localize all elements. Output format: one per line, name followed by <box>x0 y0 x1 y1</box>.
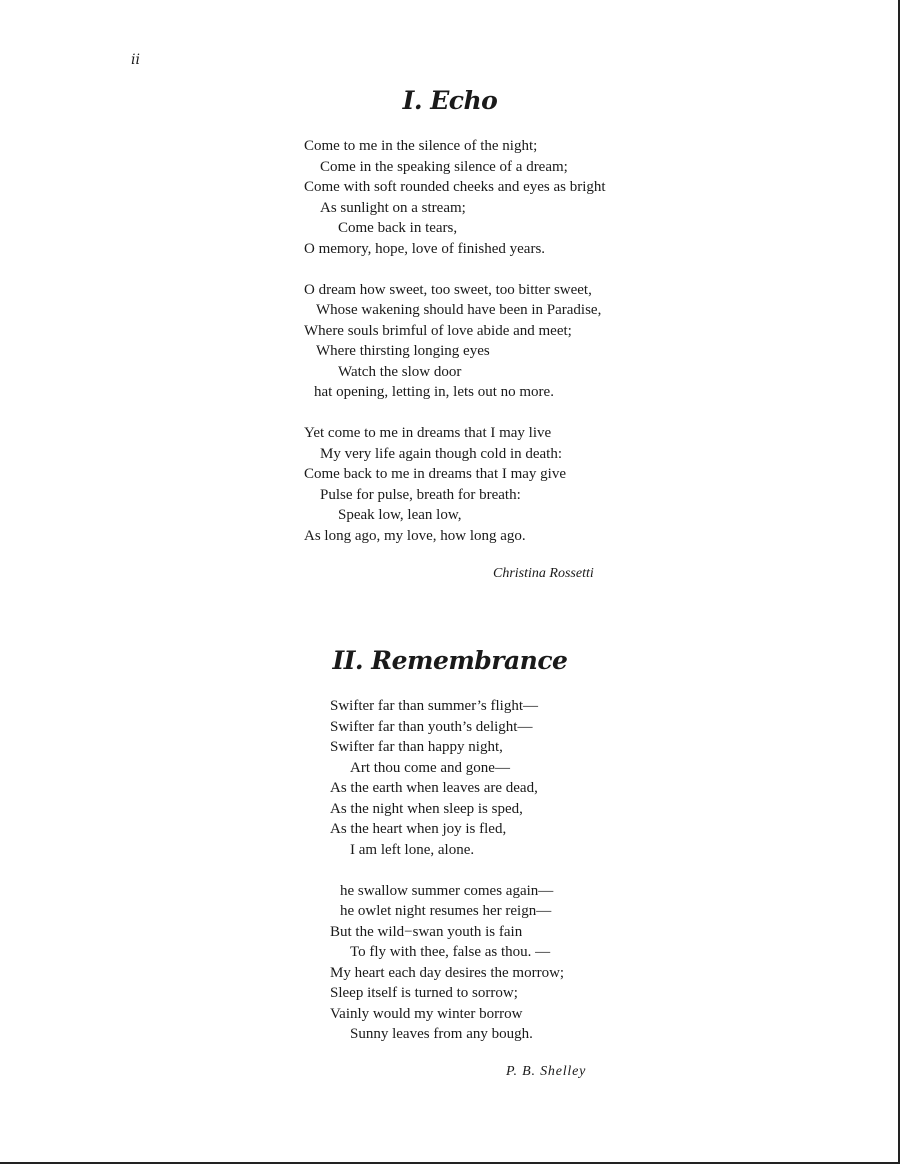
poem-line: As the night when sleep is sped, <box>330 800 523 817</box>
poem-body-remembrance <box>330 696 564 1045</box>
poem-line: Where souls brimful of love abide and meet; <box>304 322 572 339</box>
poem-title-remembrance: II. Remembrance <box>332 646 568 675</box>
poem-line: Yet come to me in dreams that I may live <box>304 425 552 441</box>
poem-line: Pulse for pulse, breath for breath: <box>320 486 521 503</box>
stanza <box>304 280 606 403</box>
poem-title-echo: I. Echo <box>402 86 498 115</box>
poem-line: As sunlight on a stream; <box>320 199 466 216</box>
poem-line: Come in the speaking silence of a dream; <box>320 158 568 175</box>
stanza <box>304 423 606 546</box>
poem-line: My heart each day desires the morrow; <box>330 964 565 981</box>
page-number: ii <box>131 52 140 68</box>
poem-line: Vainly would my winter borrow <box>330 1005 523 1022</box>
poem-line: Where thirsting longing eyes <box>316 343 490 359</box>
poem-line: As the earth when leaves are dead, <box>330 780 538 796</box>
poem-line: Sleep itself is turned to sorrow; <box>330 985 518 1001</box>
poem-line: hat opening, letting in, lets out no more. <box>314 384 554 400</box>
poem-line: My very life again though cold in death: <box>320 445 563 462</box>
poem-line: But the wild−swan youth is fain <box>330 923 523 940</box>
poem-line: Swifter far than youth’s delight— <box>330 718 533 735</box>
poem-line: Whose wakening should have been in Paradise, <box>316 302 602 318</box>
stanza <box>330 696 564 860</box>
attribution-rossetti: Christina Rossetti <box>493 566 594 581</box>
stanza <box>330 881 564 1045</box>
poem-line: he swallow summer comes again— <box>340 882 554 899</box>
poem-line: Swifter far than summer’s flight— <box>330 698 539 714</box>
poem-line: Come to me in the silence of the night; <box>304 138 538 154</box>
attribution-shelley: P. B. Shelley <box>506 1064 587 1079</box>
stanza <box>304 136 606 259</box>
poem-line: Art thou come and gone— <box>350 759 510 776</box>
poem-line: Sunny leaves from any bough. <box>350 1026 533 1042</box>
poem-line: Come back to me in dreams that I may give <box>304 466 567 482</box>
poem-line: O dream how sweet, too sweet, too bitter sweet, <box>304 281 592 298</box>
poem-line: As long ago, my love, how long ago. <box>304 527 526 544</box>
poem-line: Speak low, lean low, <box>338 507 462 523</box>
poem-line: he owlet night resumes her reign— <box>340 903 552 919</box>
poem-line: Come back in tears, <box>338 220 458 236</box>
poem-body-echo <box>304 136 606 546</box>
poem-line: As the heart when joy is fled, <box>330 821 507 837</box>
poem-line: O memory, hope, love of finished years. <box>304 240 546 257</box>
poem-line: I am left lone, alone. <box>350 841 475 858</box>
poem-line: To fly with thee, false as thou. — <box>350 944 551 960</box>
poem-line: Come with soft rounded cheeks and eyes as bright <box>304 179 606 195</box>
poem-line: Swifter far than happy night, <box>330 739 503 755</box>
poem-line: Watch the slow door <box>338 363 462 380</box>
